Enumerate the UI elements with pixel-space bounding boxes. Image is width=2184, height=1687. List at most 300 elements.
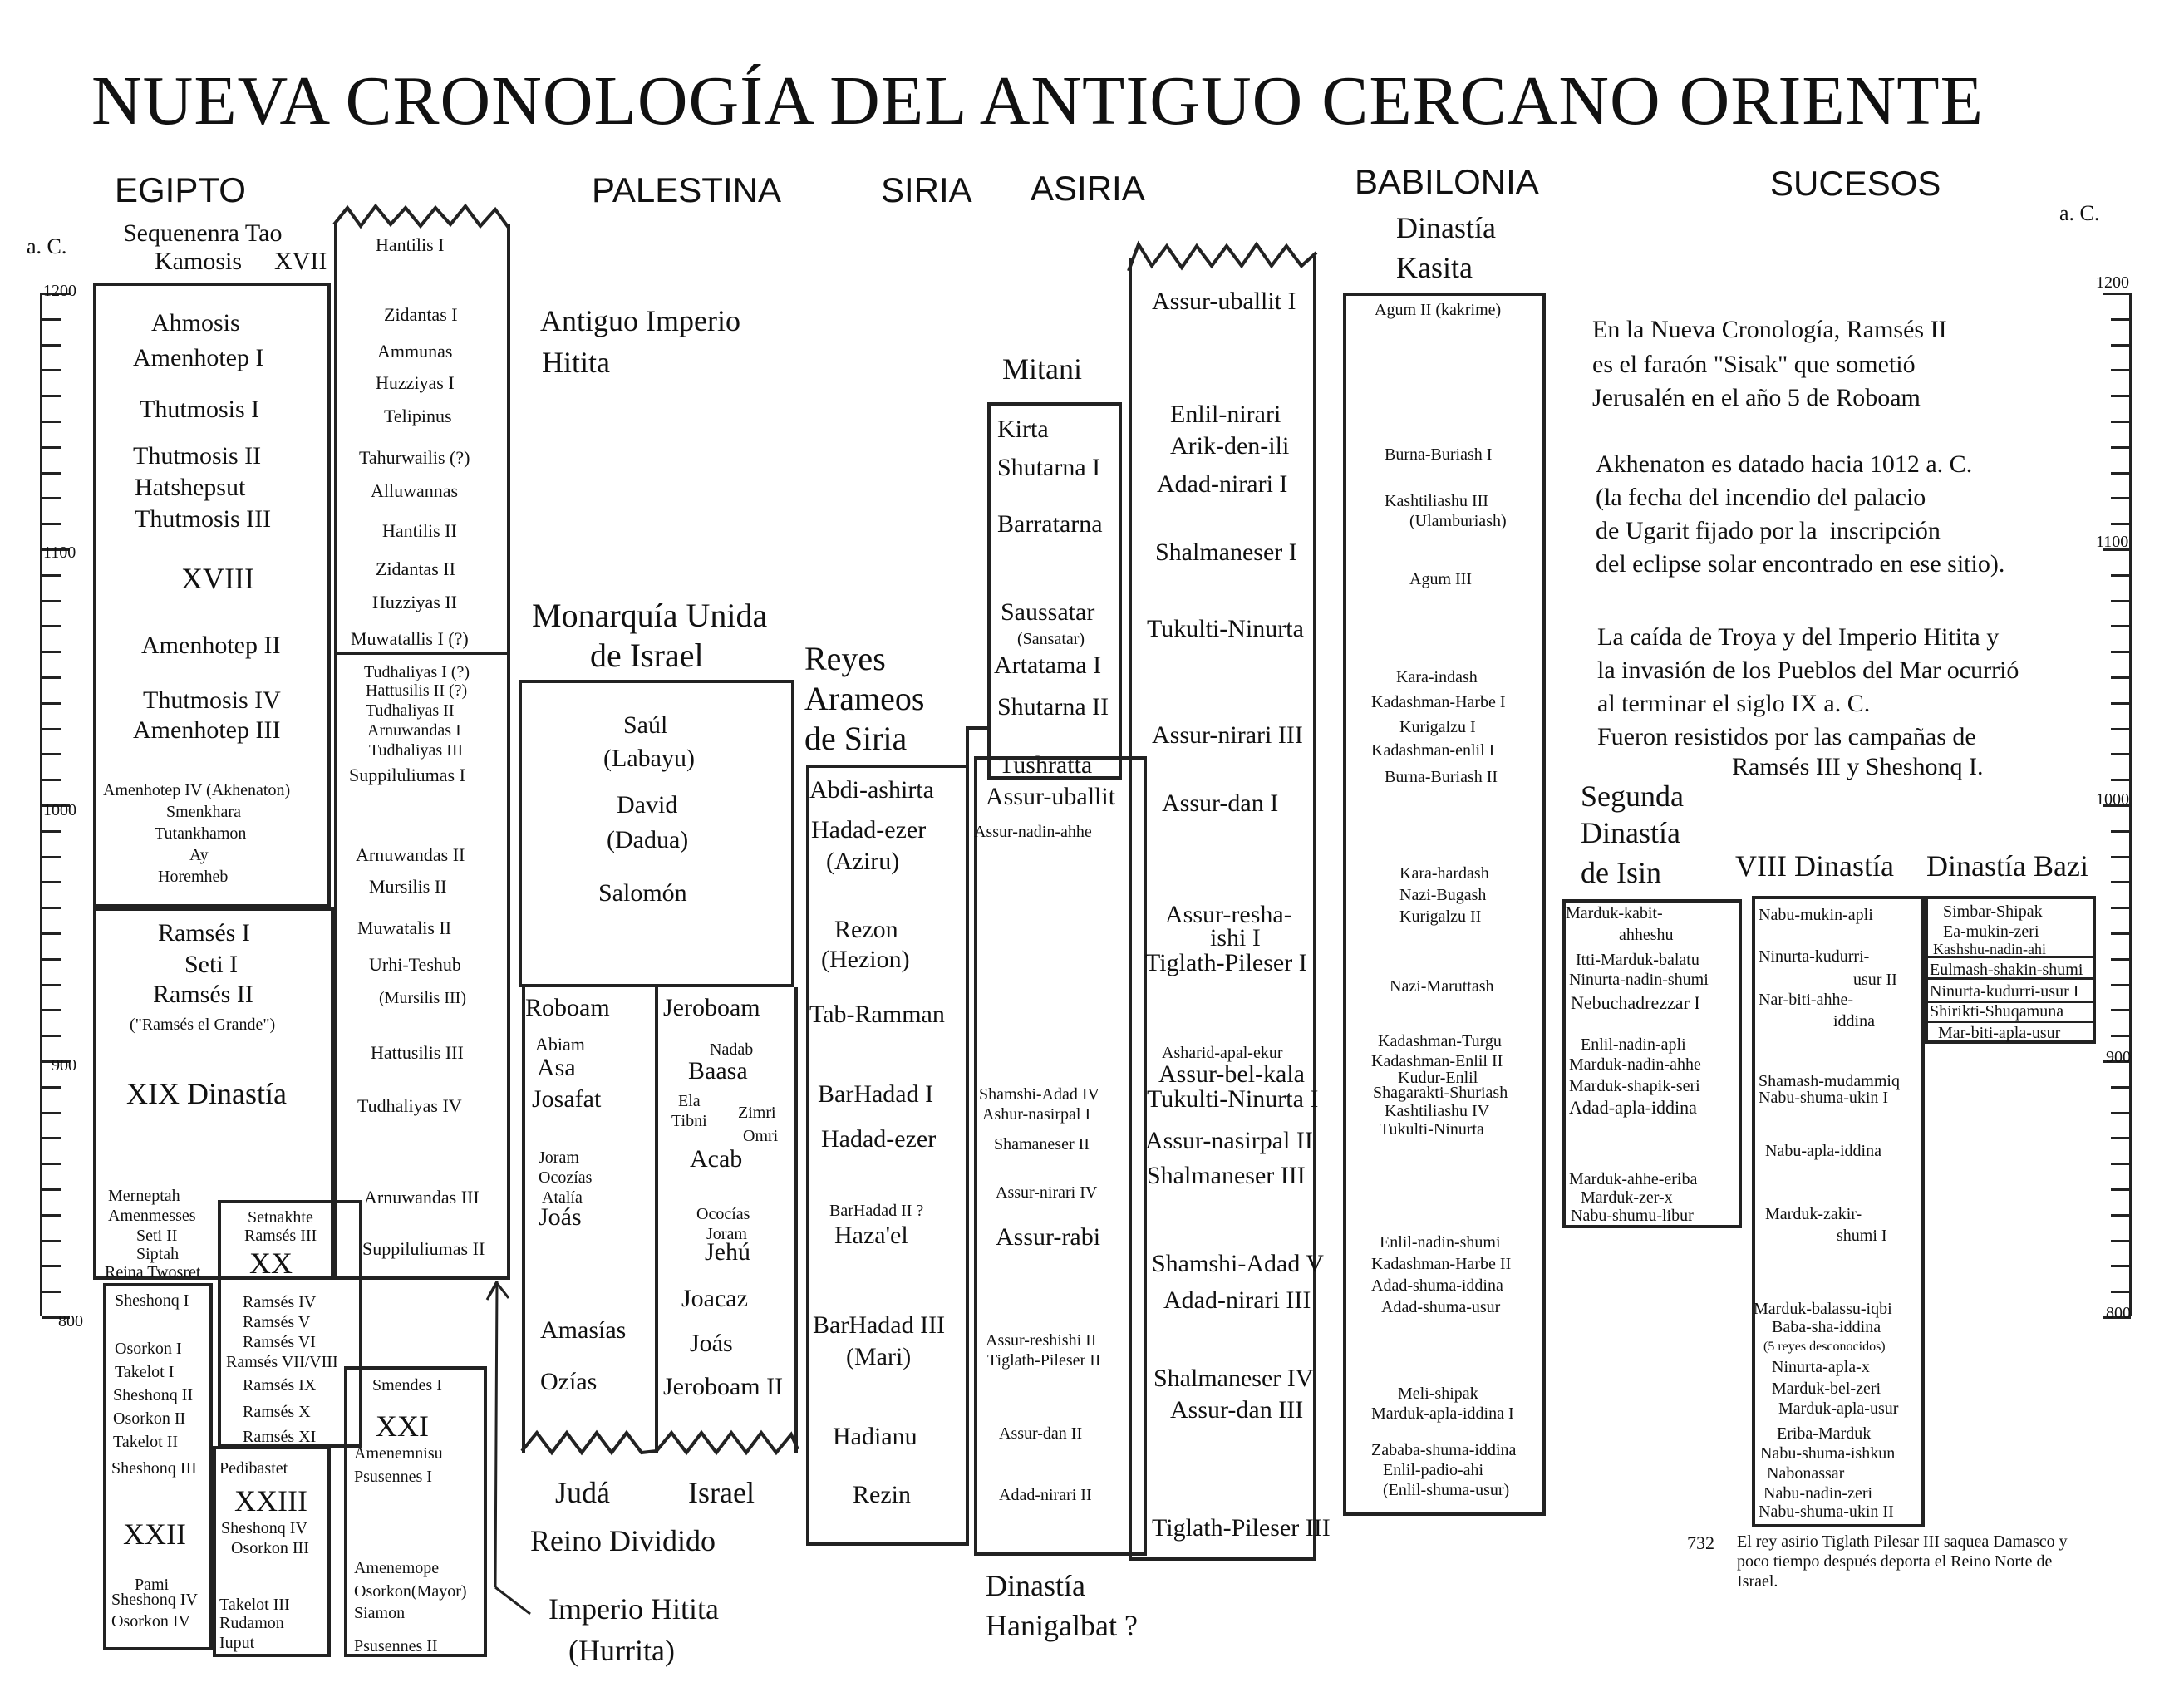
egypt-king: Sheshonq III <box>111 1459 197 1478</box>
scale-tick <box>2111 1240 2131 1242</box>
event-text: al terminar el siglo IX a. C. <box>1597 690 1871 717</box>
egypt-king: Ramsés IX <box>243 1376 317 1394</box>
assyria-king: Shalmaneser I <box>1155 539 1297 566</box>
egypt-king: Amenhotep I <box>133 344 264 371</box>
kassite-king: Kadashman-Turgu <box>1378 1032 1502 1050</box>
egypt-king: Rudamon <box>219 1614 284 1632</box>
scale-tick <box>2111 523 2131 525</box>
kassite-king: Kadashman-Harbe II <box>1371 1255 1512 1273</box>
juda-king: Roboam <box>525 994 610 1021</box>
israel-king: Omri <box>743 1127 779 1145</box>
kassite-king: Enlil-padio-ahi <box>1383 1461 1484 1479</box>
scale-tick <box>2111 421 2131 423</box>
scale-tick <box>42 1112 61 1114</box>
israel-king: Joás <box>690 1330 733 1357</box>
d8-king: Nabu-apla-iddina <box>1765 1142 1881 1160</box>
egypt-king: Ramsés XI <box>243 1428 317 1446</box>
event-text: Ramsés III y Sheshonq I. <box>1732 753 1984 780</box>
scale-tick <box>42 318 61 321</box>
syria-king: Hadad-ezer <box>821 1125 937 1153</box>
egypt-dynasty-label: XXI <box>376 1409 429 1443</box>
scale-tick <box>42 1086 61 1089</box>
egypt-king: Thutmosis IV <box>143 686 281 714</box>
israel-king: (Dadua) <box>607 826 689 853</box>
juda-king: Asa <box>537 1054 576 1081</box>
bazi-king: Mar-biti-apla-usur <box>1938 1024 2061 1042</box>
isin-king: Marduk-ahhe-eriba <box>1569 1170 1698 1188</box>
event-text: Israel. <box>1737 1572 1778 1591</box>
hanigalbat-king: Adad-nirari II <box>999 1486 1092 1504</box>
hittite-king: Mursilis II <box>369 876 447 897</box>
juda-king: Amasías <box>540 1316 627 1344</box>
assyria-king: Assur-nasirpal II <box>1145 1127 1313 1154</box>
event-text: La caída de Troya y del Imperio Hitita y <box>1597 623 2000 651</box>
header-siria: SIRIA <box>881 170 972 209</box>
hittite-king: Muwatallis I (?) <box>351 628 469 649</box>
israel-king: David <box>617 791 678 819</box>
assyria-king: Shalmaneser IV <box>1153 1365 1314 1392</box>
assyria-bottom-border <box>1129 1557 1316 1561</box>
egypt-dynasty-label: XXIII <box>234 1484 307 1517</box>
scale-tick <box>2111 702 2131 705</box>
syria-king: Haza'el <box>834 1222 908 1249</box>
scale-tick <box>42 958 61 961</box>
juda-king: Josafat <box>532 1085 602 1113</box>
scale-tick <box>42 369 61 371</box>
egypt-king: Takelot II <box>113 1433 179 1451</box>
scale-right-label: 900 <box>2106 1048 2131 1066</box>
hittite-old-label: Antiguo Imperio <box>540 304 740 337</box>
event-text: del eclipse solar encontrado en ese sitio). <box>1596 550 2005 578</box>
assyria-king: Assur-resha- <box>1165 901 1292 928</box>
assyria-king: Assur-uballit I <box>1152 288 1296 315</box>
event-year: 732 <box>1687 1532 1714 1553</box>
scale-tick <box>2111 1112 2131 1114</box>
kassite-king: Kara-hardash <box>1399 864 1489 883</box>
scale-tick <box>42 497 61 499</box>
scale-tick <box>42 523 61 525</box>
kassite-king: Kadashman-Harbe I <box>1371 693 1506 711</box>
bazi-king: Eulmash-shakin-shumi <box>1930 961 2083 979</box>
israel-king: Nadab <box>710 1040 754 1059</box>
d8-king: Nabonassar <box>1767 1464 1845 1483</box>
egypt-king: Osorkon II <box>113 1409 186 1428</box>
assyria-broken-top <box>1127 238 1323 279</box>
juda-king: Ocozías <box>539 1168 593 1187</box>
israel-king: Joacaz <box>681 1285 748 1312</box>
assyria-king: ishi I <box>1210 924 1261 952</box>
scale-tick <box>42 1163 61 1165</box>
hittite-king: (Mursilis III) <box>379 989 466 1007</box>
scale-tick <box>42 907 61 909</box>
kassite-king: Kadashman-Enlil II <box>1371 1052 1503 1070</box>
scale-tick <box>2111 1291 2131 1293</box>
israel-united-label: Monarquía Unida <box>532 597 768 634</box>
hanigalbat-king: Assur-uballit <box>986 783 1116 810</box>
scale-tick <box>2111 830 2131 833</box>
scale-tick <box>42 574 61 577</box>
egypt-king: Psusennes I <box>354 1468 432 1486</box>
egypt-king: Osorkon III <box>231 1539 309 1557</box>
isin-label: Segunda <box>1581 780 1684 813</box>
scale-tick <box>2111 907 2131 909</box>
scale-tick <box>2111 344 2131 347</box>
egypt-king: Osorkon I <box>115 1340 182 1358</box>
egypt-king: Sheshonq I <box>115 1291 189 1310</box>
header-egipto: EGIPTO <box>115 170 246 209</box>
kassite-king: Kara-indash <box>1396 668 1478 686</box>
scale-tick <box>2103 293 2131 295</box>
juda-king: Joás <box>539 1203 582 1231</box>
assyria-king: Arik-den-ili <box>1170 432 1290 460</box>
kassite-king: Zababa-shuma-iddina <box>1371 1441 1517 1459</box>
isin-king: Enlil-nadin-apli <box>1581 1035 1686 1054</box>
hanigalbat-king: Shamaneser II <box>994 1135 1090 1153</box>
isin-king: ahheshu <box>1619 926 1674 944</box>
syria-label: Arameos <box>804 680 925 717</box>
event-text: (la fecha del incendio del palacio <box>1596 484 1926 511</box>
kassite-king: Agum III <box>1409 570 1472 588</box>
scale-tick <box>42 779 61 781</box>
israel-united-label: de Israel <box>590 637 704 674</box>
scale-tick <box>42 1035 61 1037</box>
syria-king: Rezin <box>853 1481 911 1508</box>
hanigalbat-king: Ashur-nasirpal I <box>982 1105 1091 1124</box>
scale-tick <box>42 753 61 755</box>
israel-king: Zimri <box>738 1104 776 1122</box>
syria-king: (Hezion) <box>821 946 910 973</box>
mitani-king: Artatama I <box>994 652 1102 679</box>
israel-king: Joram <box>706 1225 747 1243</box>
scale-tick <box>2111 728 2131 730</box>
juda-king: Joram <box>539 1148 579 1167</box>
egypt-king: Ahmosis <box>151 309 240 337</box>
egypt-king: Sequenenra Tao <box>123 219 283 247</box>
isin-king: Itti-Marduk-balatu <box>1576 951 1699 969</box>
assyria-king: Adad-nirari III <box>1163 1286 1311 1314</box>
hittite-king: Huzziyas I <box>376 372 455 393</box>
event-text: la invasión de los Pueblos del Mar ocurrió <box>1597 657 2019 684</box>
kassite-king: Agum II (kakrime) <box>1375 301 1502 319</box>
syria-king: BarHadad III <box>813 1311 946 1339</box>
kassite-king: Kudur-Enlil <box>1398 1069 1478 1087</box>
scale-left-label: 1100 <box>43 543 76 562</box>
scale-unit-left: a. C. <box>27 234 67 258</box>
assyria-king: Assur-bel-kala <box>1158 1060 1306 1088</box>
scale-tick <box>42 881 61 883</box>
hittite-left-border <box>334 223 337 1280</box>
egypt-king: Sheshonq IV <box>111 1591 198 1609</box>
syria-label: Reyes <box>804 640 886 677</box>
event-text: Jerusalén en el año 5 de Roboam <box>1592 384 1921 411</box>
egypt-king: Setnakhte <box>248 1208 313 1227</box>
kassite-king: Burna-Buriash II <box>1385 768 1498 786</box>
event-text: de Ugarit fijado por la inscripción <box>1596 517 1941 544</box>
scale-tick <box>2111 779 2131 781</box>
egypt-king: Kamosis <box>155 248 242 275</box>
scale-tick <box>42 932 61 935</box>
bazi-label: Dinastía Bazi <box>1926 849 2088 883</box>
d8-king: Nabu-shuma-ukin I <box>1759 1089 1889 1107</box>
scale-tick <box>2111 676 2131 679</box>
kassite-king: (Enlil-shuma-usur) <box>1383 1481 1510 1499</box>
egypt-king: Tutankhamon <box>155 824 247 843</box>
assyria-king: Tiglath-Pileser III <box>1152 1514 1331 1542</box>
syria-king: BarHadad II ? <box>829 1202 924 1220</box>
egypt-king: Takelot III <box>219 1596 290 1614</box>
assyria-king: Tiglath-Pileser I <box>1145 949 1307 976</box>
hittite-label: Imperio Hitita <box>548 1592 719 1626</box>
egypt-king: Takelot I <box>115 1363 175 1381</box>
israel-right-border <box>794 987 798 1453</box>
hittite-king: Hattusilis III <box>371 1042 464 1063</box>
isin-label: de Isin <box>1581 856 1661 889</box>
d8-king: Marduk-bel-zeri <box>1772 1380 1881 1398</box>
kassite-king: (Ulamburiash) <box>1409 512 1507 530</box>
d8-king: Marduk-zakir- <box>1765 1205 1862 1223</box>
scale-tick <box>42 1137 61 1139</box>
mitani-label: Mitani <box>1002 352 1082 386</box>
scale-tick <box>42 1291 61 1293</box>
egypt-king: Ramsés X <box>243 1403 311 1421</box>
event-text: En la Nueva Cronología, Ramsés II <box>1592 316 1947 343</box>
juda-king: Abiam <box>535 1034 585 1055</box>
egypt-king: Seti I <box>184 951 239 978</box>
bazi-king: Shirikti-Shuqamuna <box>1930 1002 2064 1021</box>
juda-king: Atalía <box>542 1188 583 1207</box>
d8-king: Nabu-mukin-apli <box>1759 906 1873 924</box>
scale-tick <box>2111 1035 2131 1037</box>
egypt-king: Amenhotep IV (Akhenaton) <box>103 781 291 799</box>
syria-king: BarHadad I <box>818 1080 934 1108</box>
d8-king: Ninurta-apla-x <box>1772 1358 1870 1376</box>
hanigalbat-king: Assur-reshishi II <box>986 1331 1097 1350</box>
assyria-king: Assur-dan III <box>1170 1396 1304 1424</box>
kassite-king: Kadashman-enlil I <box>1371 741 1495 760</box>
kassite-king: Adad-shuma-iddina <box>1371 1276 1503 1295</box>
assyria-king: Assur-nirari III <box>1152 721 1303 749</box>
scale-tick <box>42 1265 61 1267</box>
d8-king: Ninurta-kudurri- <box>1759 947 1870 966</box>
hittite-king: Arnuwandas III <box>364 1187 480 1207</box>
scale-tick <box>2111 958 2131 961</box>
event-text: El rey asirio Tiglath Pilesar III saquea Damasco y <box>1737 1532 2068 1551</box>
hanigalbat-king: Tiglath-Pileser II <box>987 1351 1101 1370</box>
syria-king: Abdi-ashirta <box>809 776 934 804</box>
scale-tick <box>42 625 61 627</box>
header-babilonia: BABILONIA <box>1355 162 1539 201</box>
hittite-king: Suppiluliumas I <box>349 765 465 785</box>
d8-king: Nabu-nadin-zeri <box>1763 1484 1873 1503</box>
hanigalbat-left-top <box>966 726 969 809</box>
kassite-label: Dinastía <box>1396 211 1496 244</box>
juda-label: Judá <box>555 1476 610 1509</box>
assyria-king: Assur-dan I <box>1162 789 1279 817</box>
hanigalbat-top-edge <box>966 726 989 730</box>
isin-king: Marduk-zer-x <box>1581 1188 1673 1207</box>
egypt-dynasty-label: XVIII <box>181 562 254 595</box>
israel-label: Israel <box>688 1476 755 1509</box>
bazi-king: Kashshu-nadin-ahi <box>1933 941 2046 957</box>
egypt-king: Amenhotep III <box>133 716 281 744</box>
assyria-king: Tukulti-Ninurta I <box>1147 1085 1319 1113</box>
israel-king: Ela <box>678 1092 701 1110</box>
israel-king: Acab <box>690 1145 743 1173</box>
syria-king: (Aziru) <box>826 848 900 875</box>
israel-king: Baasa <box>688 1057 748 1084</box>
syria-king: Tab-Ramman <box>809 1001 945 1028</box>
hittite-divider <box>334 652 510 655</box>
scale-tick <box>2111 932 2131 935</box>
d8-king: Baba-sha-iddina <box>1772 1318 1881 1336</box>
egypt-king: Smenkhara <box>166 803 241 821</box>
scale-tick <box>2111 651 2131 653</box>
juda-left-border <box>522 987 525 1453</box>
isin-label: Dinastía <box>1581 816 1680 849</box>
kassite-king: Kashtiliashu III <box>1385 492 1488 510</box>
d8-label: VIII Dinastía <box>1735 849 1894 883</box>
hanigalbat-king: Assur-dan II <box>999 1424 1083 1443</box>
assyria-left-border <box>1129 258 1132 1561</box>
hittite-king: Tudhaliyas IV <box>357 1095 462 1116</box>
event-text: poco tiempo después deporta el Reino Norte de <box>1737 1552 2053 1571</box>
israel-king: Salomón <box>598 879 687 907</box>
egypt-dynasty-label: XVII <box>274 248 327 275</box>
hittite-king: Alluwannas <box>371 480 459 501</box>
scale-tick <box>2111 369 2131 371</box>
scale-tick <box>2111 472 2131 475</box>
egypt-king: Amenmesses <box>108 1207 196 1225</box>
israel-king: Tibni <box>671 1112 707 1130</box>
d8-king: Marduk-apla-usur <box>1778 1399 1899 1418</box>
scale-tick <box>2111 600 2131 602</box>
egypt-king: Ramsés I <box>158 919 250 947</box>
egypt-king: Seti II <box>136 1227 178 1245</box>
hittite-king: Muwatalis II <box>357 917 452 938</box>
scale-tick <box>42 1214 61 1217</box>
egypt-dynasty-label: XIX Dinastía <box>126 1077 287 1110</box>
d8-king: Marduk-balassu-iqbi <box>1754 1300 1892 1318</box>
d8-king: shumi I <box>1837 1227 1887 1245</box>
assyria-king: Enlil-nirari <box>1170 401 1281 428</box>
scale-tick <box>2111 984 2131 986</box>
hittite-king: Tahurwailis (?) <box>359 447 470 468</box>
scale-tick <box>42 600 61 602</box>
egypt-king: ("Ramsés el Grande") <box>130 1016 276 1034</box>
d8-king: iddina <box>1833 1012 1875 1030</box>
scale-tick <box>2111 625 2131 627</box>
scale-left-label: 900 <box>52 1056 76 1075</box>
hittite-king: Tudhaliyas II <box>366 701 455 720</box>
scale-tick <box>2111 1265 2131 1267</box>
hittite-king: Arnuwandas II <box>356 844 465 865</box>
kassite-label: Kasita <box>1396 251 1473 284</box>
isin-king: Ninurta-nadin-shumi <box>1569 971 1709 989</box>
scale-right-label: 1100 <box>2096 533 2129 551</box>
egypt-dynasty-label: XX <box>249 1247 293 1280</box>
scale-tick <box>42 472 61 475</box>
isin-king: Marduk-shapik-seri <box>1569 1077 1700 1095</box>
hittite-king: Telipinus <box>384 406 452 426</box>
mitani-king: (Sansatar) <box>1017 630 1085 648</box>
egypt-king: Pami <box>135 1576 170 1594</box>
assyria-king: Shamshi-Adad V <box>1152 1250 1324 1277</box>
egypt-king: Sheshonq II <box>113 1386 194 1404</box>
syria-king: Rezon <box>834 916 898 943</box>
juda-king: Ozías <box>540 1368 598 1395</box>
scale-tick <box>42 830 61 833</box>
kassite-king: Marduk-apla-iddina I <box>1371 1404 1514 1423</box>
isin-king: Adad-apla-iddina <box>1569 1097 1697 1118</box>
scale-tick <box>2111 1188 2131 1191</box>
egypt-king: Amenhotep II <box>141 632 281 659</box>
syria-king: Hadianu <box>833 1423 917 1450</box>
hanigalbat-label: Hanigalbat ? <box>986 1609 1138 1642</box>
egypt-king: Horemheb <box>158 868 229 886</box>
egypt-king: Ramsés IV <box>243 1293 317 1311</box>
scale-tick <box>42 702 61 705</box>
egypt-king: Ramsés II <box>153 981 253 1008</box>
divided-kingdom-bottom <box>520 1413 799 1463</box>
scale-tick <box>42 984 61 986</box>
kassite-king: Shagarakti-Shuriash <box>1373 1084 1508 1102</box>
egypt-king: Sheshonq IV <box>221 1519 307 1537</box>
kassite-king: Nazi-Maruttash <box>1390 977 1494 996</box>
assyria-king: Shalmaneser III <box>1147 1162 1306 1189</box>
egypt-king: Merneptah <box>108 1187 180 1205</box>
scale-tick <box>42 651 61 653</box>
egypt-king: Ramsés III <box>244 1227 317 1245</box>
hittite-king: Zidantas II <box>376 558 455 579</box>
egypt-king: Hatshepsut <box>135 474 246 501</box>
scale-tick <box>42 421 61 423</box>
egypt-king: Osorkon IV <box>111 1612 190 1630</box>
d8-king: Nabu-shuma-ukin II <box>1759 1503 1894 1521</box>
kassite-king: Meli-shipak <box>1398 1385 1478 1403</box>
scale-left-label: 1200 <box>43 282 76 300</box>
hittite-king: Arnuwandas I <box>367 721 461 740</box>
scale-tick <box>2111 446 2131 449</box>
kassite-king: Tukulti-Ninurta <box>1380 1120 1484 1139</box>
bazi-king: Ea-mukin-zeri <box>1943 922 2039 941</box>
isin-king: Nebuchadrezzar I <box>1571 992 1700 1013</box>
egypt-king: Psusennes II <box>354 1637 438 1655</box>
mitani-king: Kirta <box>997 416 1049 443</box>
mitani-king: Shutarna I <box>997 454 1101 481</box>
scale-tick <box>2111 881 2131 883</box>
syria-king: (Mari) <box>846 1343 912 1370</box>
kassite-king: Burna-Buriash I <box>1385 445 1493 464</box>
bazi-king: Simbar-Shipak <box>1943 903 2043 921</box>
egypt-king: Thutmosis III <box>135 505 272 533</box>
scale-tick <box>2111 318 2131 321</box>
scale-tick <box>42 446 61 449</box>
egypt-king: Ramsés VII/VIII <box>226 1353 338 1371</box>
d8-king: Eriba-Marduk <box>1777 1424 1872 1443</box>
hanigalbat-king: Assur-nadin-ahhe <box>974 823 1092 841</box>
israel-king: Saúl <box>623 711 668 739</box>
hittite-king: Tudhaliyas I (?) <box>364 663 470 681</box>
scale-tick <box>2111 1214 2131 1217</box>
bazi-king: Ninurta-kudurri-usur I <box>1930 982 2079 1001</box>
scale-tick <box>42 676 61 679</box>
scale-tick <box>2111 574 2131 577</box>
hittite-king: Huzziyas II <box>372 592 458 612</box>
hittite-king: Hantilis II <box>382 520 457 541</box>
egypt-king: Smendes I <box>372 1376 442 1394</box>
hittite-old-label: Hitita <box>542 346 610 379</box>
kassite-king: Kashtiliashu IV <box>1385 1102 1490 1120</box>
